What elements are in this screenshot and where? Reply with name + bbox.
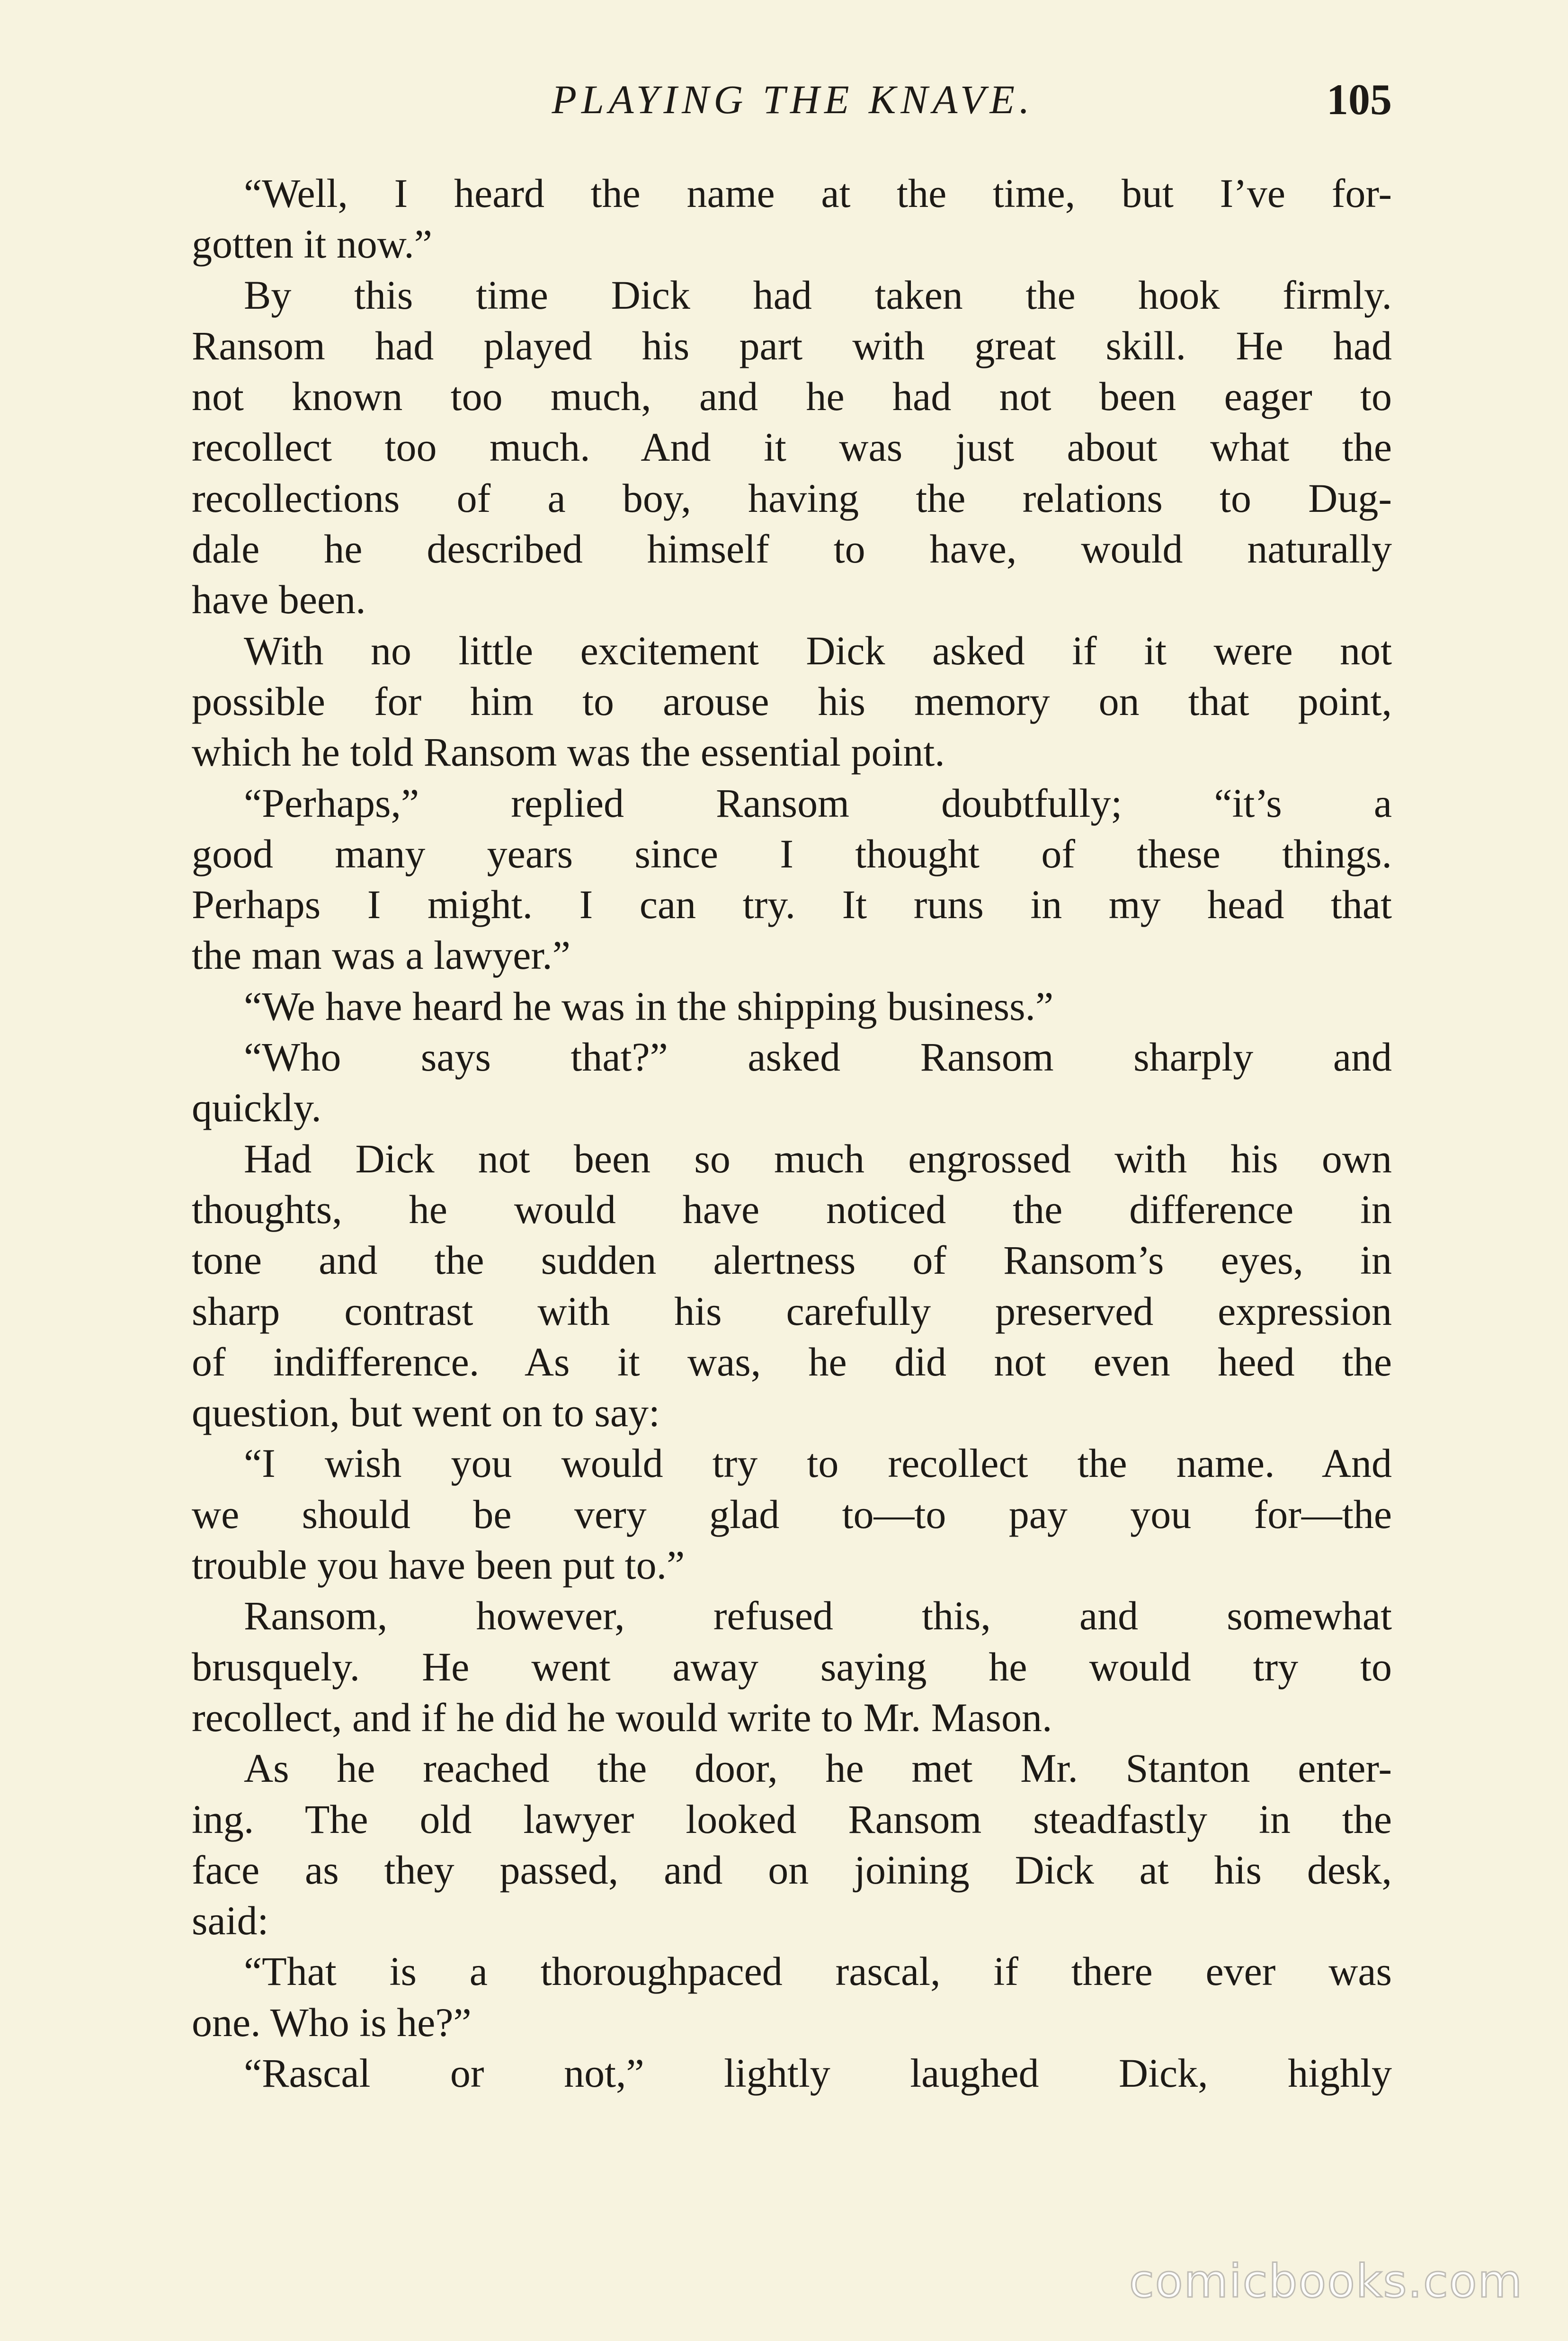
text-line: With no little excitement Dick asked if it were not <box>244 627 1392 673</box>
text-line: of indifference. As it was, he did not even heed the <box>192 1339 1392 1385</box>
text-line: one. Who is he?” <box>192 1999 472 2045</box>
text-line: “Well, I heard the name at the time, but I’ve for- <box>244 170 1392 216</box>
watermark: comicbooks.com <box>1129 2255 1523 2308</box>
text-line: gotten it now.” <box>192 221 432 267</box>
text-line: “Rascal or not,” lightly laughed Dick, highly <box>244 2050 1392 2096</box>
text-line: recollections of a boy, having the relations to Dug- <box>192 475 1392 521</box>
text-line: question, but went on to say: <box>192 1390 660 1436</box>
text-line: brusquely. He went away saying he would try to <box>192 1644 1392 1689</box>
text-line: “Perhaps,” replied Ransom doubtfully; “it’s a <box>244 780 1392 826</box>
text-line: “I wish you would try to recollect the name. And <box>244 1440 1392 1486</box>
page-header <box>194 71 1392 137</box>
text-line: thoughts, he would have noticed the difference in <box>192 1186 1392 1232</box>
text-line: “That is a thoroughpaced rascal, if there ever was <box>244 1948 1392 1994</box>
text-line: said: <box>192 1898 269 1944</box>
body-text <box>192 168 1392 2099</box>
text-line: Had Dick not been so much engrossed with his own <box>244 1135 1392 1181</box>
text-line: Ransom, however, refused this, and somewhat <box>244 1593 1392 1639</box>
text-line: As he reached the door, he met Mr. Stanton enter- <box>244 1745 1392 1791</box>
text-line: we should be very glad to—to pay you for—the <box>192 1491 1392 1537</box>
text-line: By this time Dick had taken the hook firmly. <box>244 272 1392 318</box>
text-line: possible for him to arouse his memory on that point, <box>192 678 1392 724</box>
text-line: tone and the sudden alertness of Ransom’s eyes, in <box>192 1237 1392 1283</box>
text-line: sharp contrast with his carefully preserved expression <box>192 1288 1392 1334</box>
text-line: not known too much, and he had not been eager to <box>192 374 1392 420</box>
text-line: which he told Ransom was the essential point. <box>192 729 945 775</box>
text-line: “Who says that?” asked Ransom sharply and <box>244 1034 1392 1080</box>
text-line: Perhaps I might. I can try. It runs in my head that <box>192 882 1392 928</box>
text-line: the man was a lawyer.” <box>192 932 570 978</box>
text-line: trouble you have been put to.” <box>192 1542 685 1588</box>
text-line: recollect, and if he did he would write to Mr. Mason. <box>192 1694 1052 1740</box>
text-line: quickly. <box>192 1085 321 1131</box>
text-line: recollect too much. And it was just about what the <box>192 424 1392 470</box>
text-line: face as they passed, and on joining Dick at his desk, <box>192 1847 1392 1893</box>
page-number: 105 <box>1327 75 1392 124</box>
text-line: have been. <box>192 577 366 623</box>
text-line: ing. The old lawyer looked Ransom steadfastly in the <box>192 1796 1392 1842</box>
running-title: PLAYING THE KNAVE. <box>552 77 1034 122</box>
text-line: Ransom had played his part with great skill. He had <box>192 322 1392 368</box>
text-line: “We have heard he was in the shipping business.” <box>244 983 1054 1029</box>
text-line: dale he described himself to have, would naturally <box>192 526 1392 572</box>
text-line: good many years since I thought of these things. <box>192 831 1392 876</box>
